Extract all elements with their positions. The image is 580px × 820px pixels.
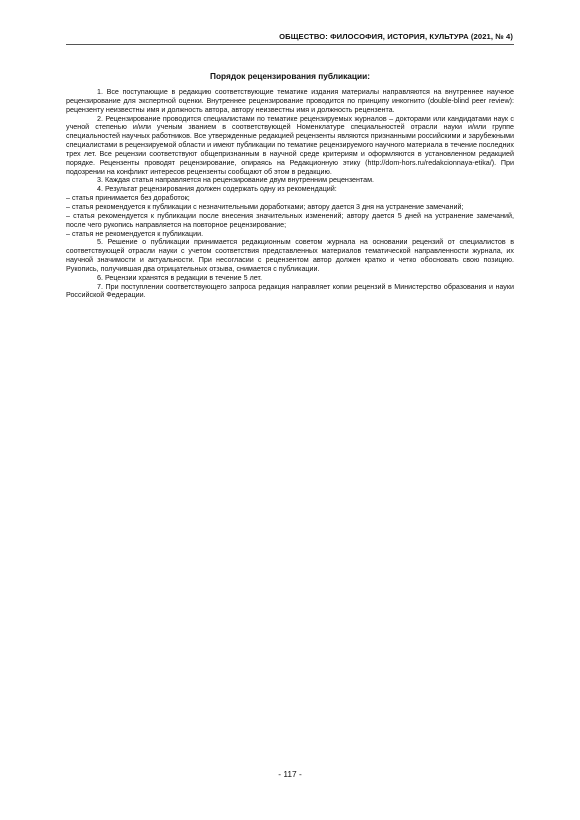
paragraph-4: 4. Результат рецензирования должен содержать одну из рекомендаций: [97, 185, 337, 194]
recommendation-item: – статья рекомендуется к публикации с незначительными доработками; автору дается 3 дня на устранение замечаний; [66, 202, 464, 211]
paragraph-3: 3. Каждая статья направляется на рецензирование двум внутренним рецензентам. [97, 176, 375, 185]
recommendation-item: – статья принимается без доработок; [66, 194, 190, 203]
running-header: ОБЩЕСТВО: ФИЛОСОФИЯ, ИСТОРИЯ, КУЛЬТУРА (2021, № 4) [279, 32, 513, 41]
document-body [66, 88, 514, 300]
paragraph-5: 5. Решение о публикации принимается редакционным советом журнала на основании рецензий от специалистов в соответствующей отрасли науки с учетом соответствия представленных материалов тематической направленности журнала, их научной значимости и актуальности. При несогласии с рецензентом автор должен кратко и четко обосновать свою позицию. Рукопись, получившая два отрицательных отзыва, снимается с публикации. [66, 238, 514, 273]
paragraph-7: 7. При поступлении соответствующего запроса редакция направляет копии рецензий в Министерство образования и науки Российской Федерации. [66, 282, 514, 300]
header-divider [66, 44, 514, 45]
recommendation-item: – статья рекомендуется к публикации после внесения значительных изменений; автору дается 5 дней на устранение замечаний, после чего рукопись направляется на повторное рецензирование; [66, 211, 514, 229]
paragraph-6: 6. Рецензии хранятся в редакции в течение 5 лет. [97, 273, 262, 282]
paragraph-1: 1. Все поступающие в редакцию соответствующие тематике издания материалы направляются на внутреннее научное рецензирование для экспертной оценки. Внутреннее рецензирование проводится по принципу инкогнито (double-blind peer review): рецензенту неизвестны имя и должность автора, автору неизвестны имя и должность рецензента. [66, 88, 514, 114]
page-title: Порядок рецензирования публикации: [209, 71, 370, 81]
page-number: - 117 - [278, 769, 302, 779]
recommendation-item: – статья не рекомендуется к публикации. [66, 229, 204, 238]
paragraph-2: 2. Рецензирование проводится специалистами по тематике рецензируемых журналов – докторами или кандидатами наук с ученой степенью и/или ученым званием в соответствующей Номенклатуре специальностей отрасли науки и/или группе специальностей научных работников. Все утвержденные редакцией рецензенты являются признанными российскими и зарубежными специалистами в рецензируемой области и имеют публикации по тематике рецензируемого научного материала в течение последних трех лет. Все рецензии соответствуют общепризнанным в научной среде критериям и оформляются в установленном редакцией порядке. Рецензенты проводят рецензирование, опираясь на Редакционную этику (http://dom-hors.ru/redakcionnaya-etika/). При подозрении на конфликт интересов рецензенты сообщают об этом в редакцию. [66, 114, 514, 176]
